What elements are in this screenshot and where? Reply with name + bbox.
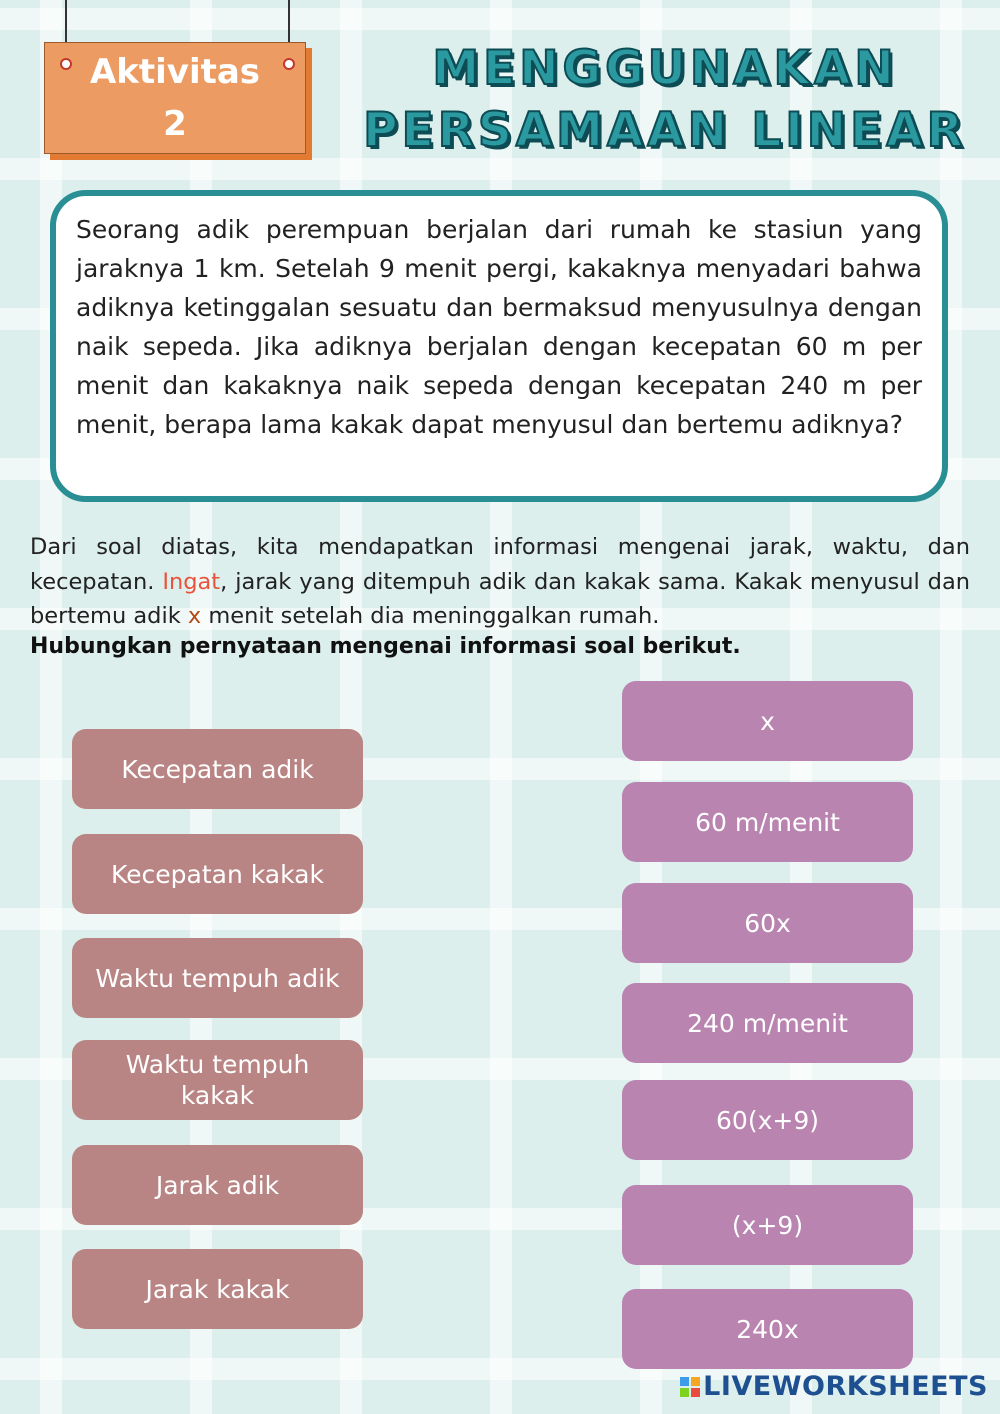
page-title-line-1: MENGGUNAKAN	[432, 41, 898, 96]
match-right-label: (x+9)	[731, 1210, 804, 1240]
info-text-1: Dari soal diatas, kita mendapatkan informasi mengenai jarak, waktu, dan kecepatan.	[30, 534, 970, 595]
logo-square	[680, 1377, 689, 1386]
pin-right-icon	[283, 58, 295, 70]
info-highlight: Ingat	[162, 568, 221, 595]
page-title-line-2: PERSAMAAN LINEAR	[363, 103, 967, 158]
match-left-item[interactable]	[72, 729, 363, 809]
logo-square	[691, 1377, 700, 1386]
problem-text: Seorang adik perempuan berjalan dari rumah ke stasiun yang jaraknya 1 km. Setelah 9 menit pergi, kakaknya menyadari bahwa adiknya ketinggalan sesuatu dan bermaksud menyusulnya dengan naik sepeda. Jika adiknya berjalan dengan kecepatan 60 m per menit dan kakaknya naik sepeda dengan kecepatan 240 m per menit, berapa lama kakak dapat menyusul dan bertemu adiknya?	[76, 215, 922, 439]
match-left-item[interactable]	[72, 1040, 363, 1120]
match-left-item[interactable]	[72, 834, 363, 914]
problem-box	[50, 190, 948, 502]
brand-name: LIVEWORKSHEETS	[703, 1371, 988, 1402]
match-right-item[interactable]	[622, 681, 913, 761]
match-right-label: 60(x+9)	[716, 1105, 819, 1135]
activity-sign-label: Aktivitas	[89, 52, 261, 92]
activity-sign	[44, 42, 306, 154]
match-right-label: 60x	[744, 908, 791, 938]
match-left-item[interactable]	[72, 938, 363, 1018]
match-right-item[interactable]	[622, 1289, 913, 1369]
match-left-label: Waktu tempuh kakak	[125, 1050, 310, 1110]
info-variable: x	[187, 603, 202, 629]
liveworksheets-logo-icon	[680, 1377, 700, 1397]
match-left-item[interactable]	[72, 1145, 363, 1225]
info-paragraph	[30, 530, 970, 634]
match-right-item[interactable]	[622, 1080, 913, 1160]
match-left-item[interactable]	[72, 1249, 363, 1329]
match-left-label: Jarak kakak	[145, 1274, 290, 1304]
match-right-item[interactable]	[622, 1185, 913, 1265]
pin-left-icon	[60, 58, 72, 70]
match-right-label: 60 m/menit	[695, 807, 840, 837]
info-text-2: , jarak yang ditempuh adik dan kakak sama. Kakak menyusul dan bertemu adik	[30, 568, 971, 629]
liveworksheets-brand[interactable]	[680, 1371, 988, 1402]
match-right-item[interactable]	[622, 782, 913, 862]
page-title	[345, 38, 985, 162]
match-right-item[interactable]	[622, 983, 913, 1063]
instruction-text: Hubungkan pernyataan mengenai informasi soal berikut.	[30, 634, 741, 659]
match-left-label: Jarak adik	[155, 1170, 280, 1200]
match-left-label: Kecepatan adik	[121, 754, 314, 784]
activity-sign-number: 2	[163, 104, 187, 144]
match-left-label: Kecepatan kakak	[111, 859, 324, 889]
match-right-label: 240x	[736, 1314, 799, 1344]
match-right-label: 240 m/menit	[687, 1008, 848, 1038]
logo-square	[691, 1388, 700, 1397]
match-right-item[interactable]	[622, 883, 913, 963]
logo-square	[680, 1388, 689, 1397]
match-left-label: Waktu tempuh adik	[95, 963, 340, 993]
match-right-label: x	[760, 706, 775, 736]
info-text-3: menit setelah dia meninggalkan rumah.	[201, 603, 660, 629]
